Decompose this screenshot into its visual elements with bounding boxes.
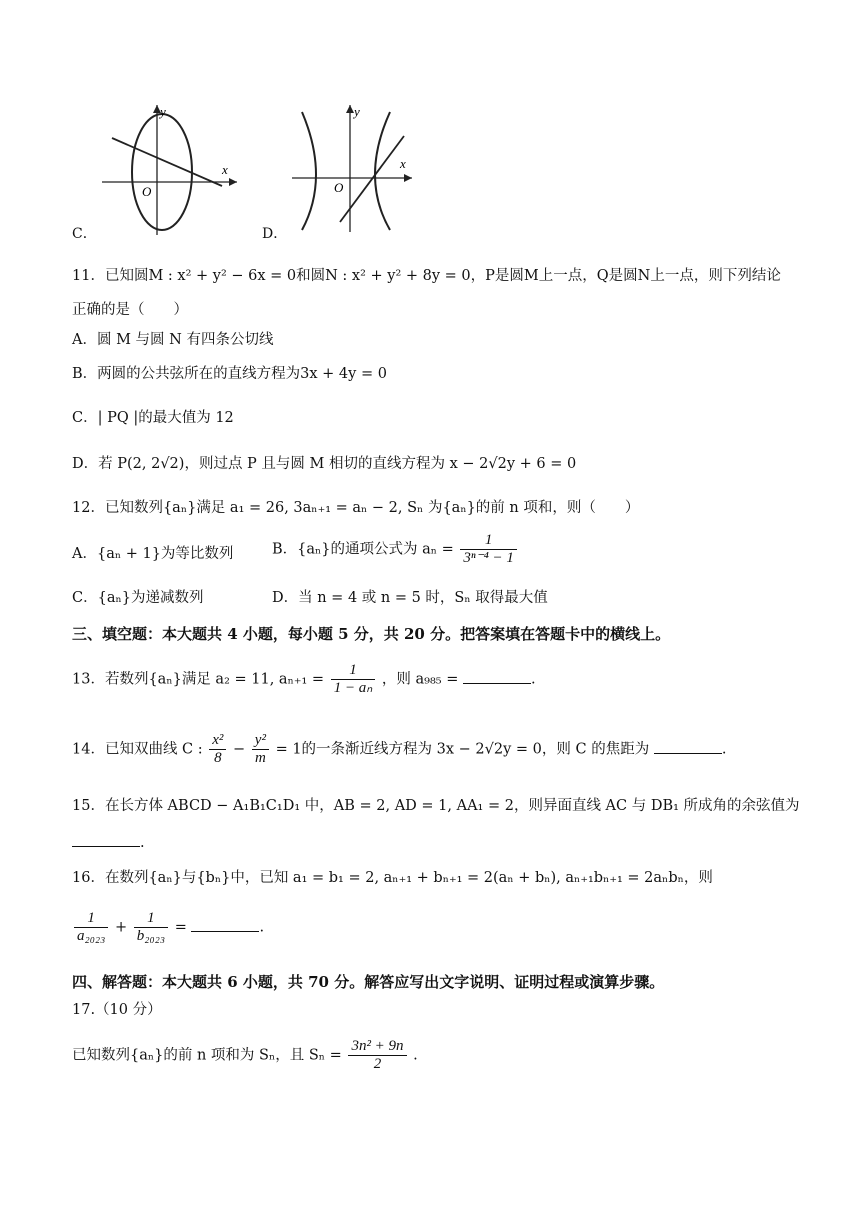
q11-option-c: C．| PQ |的最大值为 12: [72, 410, 234, 426]
answer-blank: [463, 669, 531, 684]
q17-fraction: [348, 1038, 406, 1073]
q11-option-b: B．两圆的公共弦所在的直线方程为3x + 4y = 0: [72, 366, 387, 382]
fraction-numerator: 1: [460, 532, 516, 550]
q13-fraction: [331, 662, 376, 697]
q12-option-b: [272, 532, 519, 567]
figure-c-label: C．: [72, 226, 97, 242]
q17-end: .: [413, 1047, 418, 1064]
fraction-numerator: 3n² + 9n: [348, 1038, 406, 1056]
answer-blank: [72, 832, 140, 847]
q13-text: 13．若数列{aₙ}满足 a₂ = 11, aₙ₊₁ =: [72, 671, 325, 688]
q14: [72, 732, 726, 767]
fraction-denominator: b₂₀₂₃: [136, 928, 166, 944]
fraction-denominator: 8: [214, 750, 222, 766]
q16-end: .: [259, 919, 265, 936]
answer-blank: [654, 739, 722, 754]
fraction-denominator: 3ⁿ⁻⁴ − 1: [463, 550, 514, 566]
q14-text-suffix: = 1的一条渐近线方程为 3x − 2√2y = 0，则 C 的焦距为: [275, 741, 650, 758]
q12-option-d: D．当 n = 4 或 n = 5 时，Sₙ 取得最大值: [272, 590, 548, 606]
svg-text:O: O: [334, 180, 344, 195]
q17-text: 已知数列{aₙ}的前 n 项和为 Sₙ，且 Sₙ =: [72, 1047, 342, 1064]
q16-equals: =: [174, 919, 187, 936]
q13: [72, 662, 536, 697]
fraction-numerator: y²: [252, 732, 269, 750]
q11-stem: 11．已知圆M : x² + y² − 6x = 0和圆N : x² + y² + 8y = 0，P是圆M上一点，Q是圆N上一点，则下列结论: [72, 268, 781, 284]
figure-d: [262, 100, 432, 240]
q15-blank-line: [72, 832, 145, 853]
fraction-denominator: 1 − aₙ: [333, 680, 373, 696]
q15-end: .: [140, 835, 145, 851]
q12-stem: 12．已知数列{aₙ}满足 a₁ = 26, 3aₙ₊₁ = aₙ − 2, Sₙ 为{aₙ}的前 n 项和，则（ ）: [72, 500, 640, 516]
q11-option-a: A．圆 M 与圆 N 有四条公切线: [72, 332, 274, 348]
fraction-numerator: 1: [74, 910, 108, 928]
q16-plus: +: [114, 919, 128, 936]
q17-stem: [72, 1038, 418, 1073]
figure-d-graph: [262, 100, 432, 240]
q14-text: 14．已知双曲线 C :: [72, 741, 203, 758]
q16-stem: 16．在数列{aₙ}与{bₙ}中，已知 a₁ = b₁ = 2, aₙ₊₁ + bₙ₊₁ = 2(aₙ + bₙ), aₙ₊₁bₙ₊₁ = 2aₙbₙ，则: [72, 870, 713, 886]
q12-option-b-fraction: [460, 532, 516, 567]
q12-option-c: C．{aₙ}为递减数列: [72, 590, 204, 606]
svg-text:x: x: [222, 162, 228, 177]
fraction-numerator: 1: [134, 910, 168, 928]
svg-text:y: y: [160, 104, 166, 119]
figure-c-graph: [72, 100, 252, 240]
figure-d-label: D．: [262, 226, 288, 242]
q16-fraction-2: [134, 910, 168, 945]
figure-c: [72, 100, 252, 240]
q14-end: .: [721, 741, 727, 758]
fraction-numerator: x²: [209, 732, 226, 750]
fraction-denominator: m: [254, 750, 266, 766]
q11-option-d: D．若 P(2, 2√2)，则过点 P 且与圆 M 相切的直线方程为 x − 2√2y + 6 = 0: [72, 456, 577, 472]
q17-header: 17.（10 分）: [72, 1002, 162, 1018]
q12-option-b-text: B．{aₙ}的通项公式为 aₙ =: [272, 541, 454, 558]
q13-text-suffix: ，则 a₉₈₅ =: [381, 671, 459, 688]
q14-minus: −: [233, 741, 246, 758]
q16-fraction-1: [74, 910, 108, 945]
q14-fraction-2: [252, 732, 269, 767]
q11-stem-cont: 正确的是（ ）: [72, 302, 188, 318]
svg-text:O: O: [142, 184, 152, 199]
section-4-heading: 四、解答题：本大题共 6 小题，共 70 分。解答应写出文字说明、证明过程或演算步骤。: [72, 973, 665, 991]
answer-blank: [191, 917, 259, 932]
fraction-denominator: a₂₀₂₃: [77, 928, 106, 944]
q14-fraction-1: [209, 732, 226, 767]
q16-expression: [72, 910, 264, 945]
fraction-denominator: 2: [373, 1056, 382, 1072]
q12-option-a: A．{aₙ + 1}为等比数列: [72, 546, 234, 562]
svg-text:y: y: [354, 104, 360, 119]
fraction-numerator: 1: [331, 662, 376, 680]
q13-end: .: [530, 671, 536, 688]
svg-text:x: x: [400, 156, 406, 171]
q15-stem: 15．在长方体 ABCD − A₁B₁C₁D₁ 中，AB = 2, AD = 1, AA₁ = 2，则异面直线 AC 与 DB₁ 所成角的余弦值为: [72, 798, 800, 814]
section-3-heading: 三、填空题：本大题共 4 小题，每小题 5 分，共 20 分。把答案填在答题卡中的横线上。: [72, 625, 671, 643]
